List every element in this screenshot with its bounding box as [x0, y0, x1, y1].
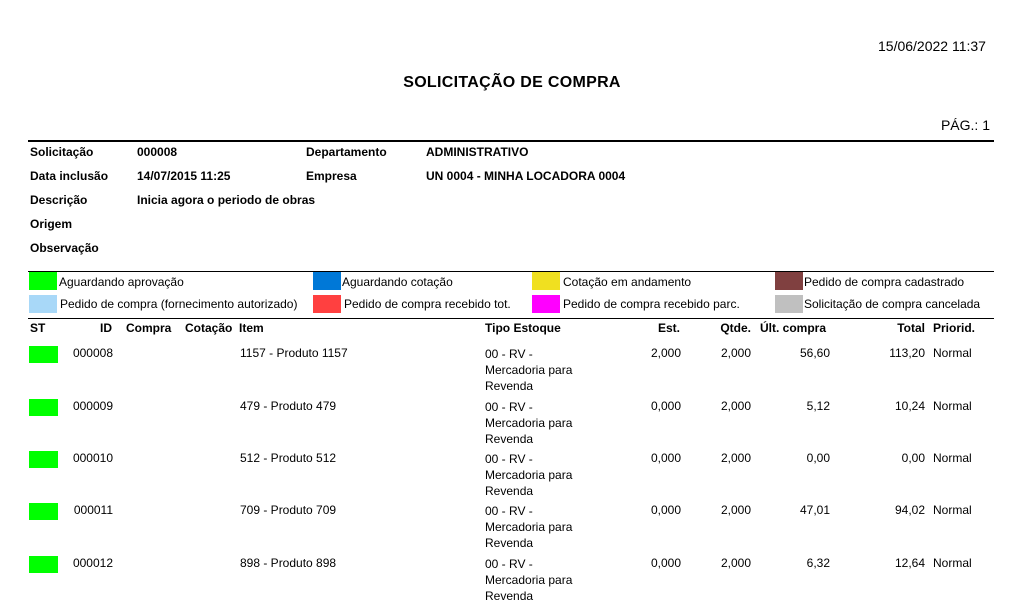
legend-label: Pedido de compra (fornecimento autorizado) — [60, 297, 298, 311]
col-item: Item — [239, 321, 264, 335]
row-status-swatch — [29, 556, 58, 573]
row-qtde: 2,000 — [720, 503, 751, 517]
row-item: 898 - Produto 898 — [240, 556, 337, 570]
legend-label: Aguardando aprovação — [59, 275, 184, 289]
col-id: ID — [100, 321, 112, 335]
row-tipo-estoque: 00 - RV - Mercadoria para Revenda — [485, 347, 573, 393]
row-total: 12,64 — [894, 556, 925, 570]
legend-label: Solicitação de compra cancelada — [804, 297, 981, 311]
page-number: PÁG.: 1 — [940, 117, 990, 133]
row-tipo-estoque: 00 - RV - Mercadoria para Revenda — [485, 452, 573, 498]
col-cotacao: Cotação — [185, 321, 233, 335]
row-tipo-estoque: 00 - RV - Mercadoria para Revenda — [485, 400, 573, 446]
row-qtde: 2,000 — [720, 556, 751, 570]
row-item: 479 - Produto 479 — [240, 399, 337, 413]
legend-swatch — [775, 295, 803, 313]
row-prioridade: Normal — [933, 503, 972, 517]
report-timestamp: 15/06/2022 11:37 — [878, 38, 986, 54]
row-ult-compra: 5,12 — [806, 399, 830, 413]
row-est: 0,000 — [650, 451, 681, 465]
row-item: 512 - Produto 512 — [240, 451, 337, 465]
row-status-swatch — [29, 451, 58, 468]
row-prioridade: Normal — [933, 399, 972, 413]
legend-top-divider — [28, 271, 994, 272]
legend-swatch — [532, 272, 560, 290]
row-tipo-estoque: 00 - RV - Mercadoria para Revenda — [485, 504, 573, 550]
row-total: 113,20 — [889, 346, 925, 360]
header-divider — [28, 140, 994, 142]
legend-bottom-divider — [28, 318, 994, 319]
row-ult-compra: 0,00 — [806, 451, 830, 465]
col-st: ST — [30, 321, 46, 335]
legend-swatch — [29, 272, 57, 290]
row-total: 0,00 — [901, 451, 925, 465]
empresa-value: UN 0004 - MINHA LOCADORA 0004 — [426, 169, 626, 183]
departamento-label: Departamento — [306, 145, 387, 159]
departamento-value: ADMINISTRATIVO — [426, 145, 529, 159]
row-status-swatch — [29, 399, 58, 416]
row-id: 000009 — [72, 399, 113, 413]
legend-label: Aguardando cotação — [342, 275, 453, 289]
row-item: 709 - Produto 709 — [240, 503, 337, 517]
legend-swatch — [313, 272, 341, 290]
row-ult-compra: 56,60 — [799, 346, 830, 360]
row-status-swatch — [29, 346, 58, 363]
legend-label: Pedido de compra recebido parc. — [563, 297, 740, 311]
row-prioridade: Normal — [933, 451, 972, 465]
legend-swatch — [775, 272, 803, 290]
solicitacao-label: Solicitação — [30, 145, 94, 159]
row-item: 1157 - Produto 1157 — [240, 346, 348, 360]
legend-label: Pedido de compra recebido tot. — [344, 297, 511, 311]
row-id: 000012 — [72, 556, 113, 570]
observacao-label: Observação — [30, 241, 99, 255]
col-ult-compra: Últ. compra — [760, 321, 827, 335]
row-est: 0,000 — [650, 556, 681, 570]
solicitacao-value: 000008 — [137, 145, 178, 159]
row-qtde: 2,000 — [720, 399, 751, 413]
legend-swatch — [532, 295, 560, 313]
col-tipo-estoque: Tipo Estoque — [485, 321, 561, 335]
data-inclusao-label: Data inclusão — [30, 169, 109, 183]
row-id: 000011 — [73, 503, 113, 517]
legend-swatch — [29, 295, 57, 313]
legend-label: Pedido de compra cadastrado — [804, 275, 965, 289]
legend-swatch — [313, 295, 341, 313]
col-prioridade: Priorid. — [933, 321, 976, 335]
row-total: 10,24 — [894, 399, 925, 413]
row-est: 0,000 — [650, 399, 681, 413]
col-qtde: Qtde. — [720, 321, 751, 335]
row-tipo-estoque: 00 - RV - Mercadoria para Revenda — [485, 557, 573, 603]
row-id: 000008 — [72, 346, 113, 360]
empresa-label: Empresa — [306, 169, 357, 183]
row-est: 2,000 — [650, 346, 681, 360]
row-id: 000010 — [72, 451, 113, 465]
row-qtde: 2,000 — [720, 346, 751, 360]
row-prioridade: Normal — [933, 556, 972, 570]
row-est: 0,000 — [650, 503, 681, 517]
col-compra: Compra — [126, 321, 172, 335]
row-ult-compra: 47,01 — [799, 503, 830, 517]
col-total: Total — [897, 321, 925, 335]
descricao-value: Inicia agora o periodo de obras — [137, 193, 316, 207]
row-status-swatch — [29, 503, 58, 520]
descricao-label: Descrição — [30, 193, 88, 207]
data-inclusao-value: 14/07/2015 11:25 — [137, 169, 231, 183]
row-ult-compra: 6,32 — [806, 556, 830, 570]
row-qtde: 2,000 — [720, 451, 751, 465]
legend-label: Cotação em andamento — [563, 275, 692, 289]
report-title: SOLICITAÇÃO DE COMPRA — [403, 74, 621, 91]
col-est: Est. — [657, 321, 680, 335]
row-total: 94,02 — [894, 503, 925, 517]
origem-label: Origem — [30, 217, 73, 231]
row-prioridade: Normal — [933, 346, 972, 360]
